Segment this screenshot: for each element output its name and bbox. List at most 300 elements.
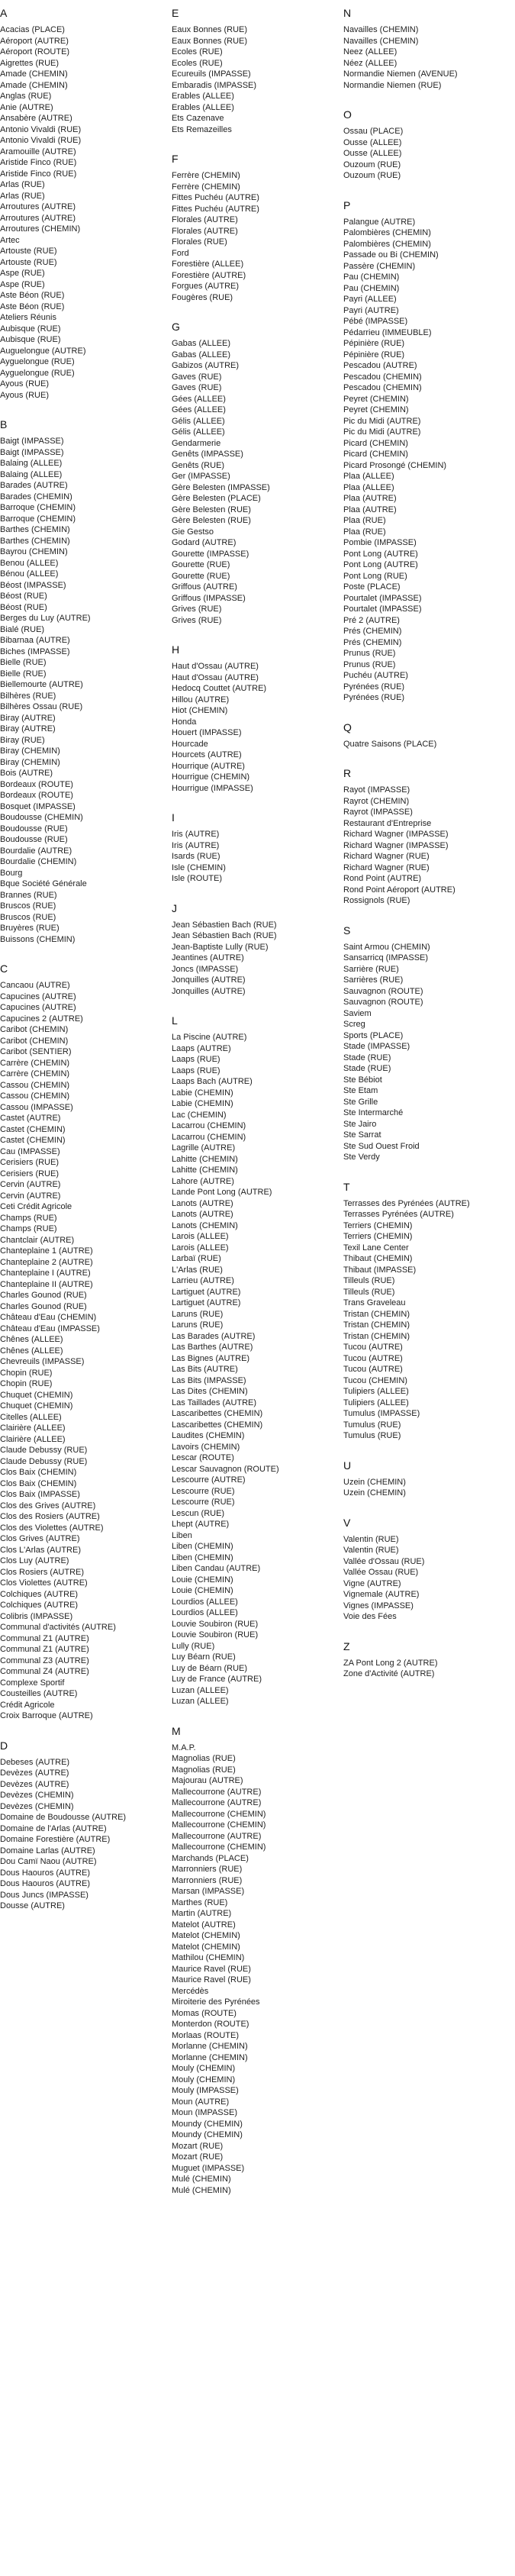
street-link[interactable]: Chopin (RUE) xyxy=(0,1379,53,1388)
street-link[interactable]: Chuquet (CHEMIN) xyxy=(0,1401,73,1411)
street-link[interactable]: Ecoles (RUE) xyxy=(172,58,223,68)
street-link[interactable]: Magnolias (RUE) xyxy=(172,1754,236,1763)
street-link[interactable]: Chênes (ALLEE) xyxy=(0,1346,63,1356)
street-link[interactable]: Communal Z3 (AUTRE) xyxy=(0,1656,89,1665)
street-link[interactable]: Picard (CHEMIN) xyxy=(343,450,408,459)
street-link[interactable]: Mathilou (CHEMIN) xyxy=(172,1953,245,1962)
street-link[interactable]: Mallecourrone (AUTRE) xyxy=(172,1787,262,1797)
street-link[interactable]: Arroutures (AUTRE) xyxy=(0,202,76,211)
street-link[interactable]: Plaa (RUE) xyxy=(343,527,386,537)
street-link[interactable]: Larois (ALLEE) xyxy=(172,1243,229,1253)
street-link[interactable]: Morlanne (CHEMIN) xyxy=(172,2052,248,2062)
street-link[interactable]: Cervin (AUTRE) xyxy=(0,1180,61,1189)
street-link[interactable]: Arlas (RUE) xyxy=(0,180,45,189)
street-link[interactable]: Lacarrou (CHEMIN) xyxy=(172,1132,246,1142)
street-link[interactable]: Terrasses des Pyrénées (AUTRE) xyxy=(343,1198,470,1208)
street-link[interactable]: Clos Rosiers (AUTRE) xyxy=(0,1567,85,1577)
street-link[interactable]: Biches (IMPASSE) xyxy=(0,646,70,656)
street-link[interactable]: Laudites (CHEMIN) xyxy=(172,1431,245,1440)
street-link[interactable]: Tumulus (IMPASSE) xyxy=(343,1409,420,1418)
street-link[interactable]: Tucou (AUTRE) xyxy=(343,1353,403,1363)
street-link[interactable]: Lagrille (AUTRE) xyxy=(172,1143,236,1153)
street-link[interactable]: Marronniers (RUE) xyxy=(172,1875,243,1885)
street-link[interactable]: Aste Béon (RUE) xyxy=(0,291,65,300)
street-link[interactable]: Liben Candau (AUTRE) xyxy=(172,1564,261,1573)
street-link[interactable]: Cassou (CHEMIN) xyxy=(0,1091,70,1101)
street-link[interactable]: Lescourre (AUTRE) xyxy=(172,1475,246,1485)
street-link[interactable]: Hillou (AUTRE) xyxy=(172,695,230,704)
street-link[interactable]: Buissons (CHEMIN) xyxy=(0,934,76,944)
street-link[interactable]: Picard Prosongé (CHEMIN) xyxy=(343,460,447,470)
street-link[interactable]: Hiot (CHEMIN) xyxy=(172,706,228,715)
street-link[interactable]: Rayrot (CHEMIN) xyxy=(343,796,410,806)
street-link[interactable]: Artouste (RUE) xyxy=(0,257,57,267)
street-link[interactable]: Pic du Midi (AUTRE) xyxy=(343,416,421,426)
street-link[interactable]: Clos L'Arlas (AUTRE) xyxy=(0,1545,82,1555)
street-link[interactable]: Tucou (AUTRE) xyxy=(343,1365,403,1374)
street-link[interactable]: Lascaribettes (CHEMIN) xyxy=(172,1420,263,1430)
street-link[interactable]: Bilhères (RUE) xyxy=(0,691,56,701)
street-link[interactable]: Brannes (RUE) xyxy=(0,890,57,900)
street-link[interactable]: Cerisiers (RUE) xyxy=(0,1169,59,1178)
street-link[interactable]: Ousse (ALLEE) xyxy=(343,149,402,158)
street-link[interactable]: Lescar (ROUTE) xyxy=(172,1453,234,1462)
street-link[interactable]: Aspe (RUE) xyxy=(0,269,45,278)
street-link[interactable]: Forgues (AUTRE) xyxy=(172,282,240,291)
street-link[interactable]: Lavoirs (CHEMIN) xyxy=(172,1442,240,1452)
street-link[interactable]: Iris (AUTRE) xyxy=(172,840,220,850)
street-link[interactable]: Domaine Larlas (AUTRE) xyxy=(0,1846,95,1855)
street-link[interactable]: Castet (CHEMIN) xyxy=(0,1136,66,1145)
street-link[interactable]: Tilleuls (RUE) xyxy=(343,1276,395,1285)
street-link[interactable]: Navailles (CHEMIN) xyxy=(343,36,419,46)
street-link[interactable]: Vallée d'Ossau (RUE) xyxy=(343,1556,425,1566)
street-link[interactable]: Prunus (RUE) xyxy=(343,659,396,669)
street-link[interactable]: Ateliers Réunis xyxy=(0,313,56,322)
street-link[interactable]: Béost (RUE) xyxy=(0,592,47,601)
street-link[interactable]: Ets Remazeilles xyxy=(172,124,232,134)
street-link[interactable]: Cancaou (AUTRE) xyxy=(0,981,70,990)
street-link[interactable]: Berges du Luy (AUTRE) xyxy=(0,614,91,623)
street-link[interactable]: Domaine Forestière (AUTRE) xyxy=(0,1835,111,1844)
street-link[interactable]: Laaps (RUE) xyxy=(172,1055,220,1064)
street-link[interactable]: Carrère (CHEMIN) xyxy=(0,1069,70,1078)
street-link[interactable]: Matelot (CHEMIN) xyxy=(172,1942,240,1952)
street-link[interactable]: Gélis (ALLEE) xyxy=(172,416,225,426)
street-link[interactable]: Plaa (AUTRE) xyxy=(343,494,397,503)
street-link[interactable]: Morlanne (CHEMIN) xyxy=(172,2042,248,2051)
street-link[interactable]: Rond Point Aéroport (AUTRE) xyxy=(343,885,455,895)
street-link[interactable]: Tilleuls (RUE) xyxy=(343,1287,395,1297)
street-link[interactable]: Marronniers (RUE) xyxy=(172,1865,243,1874)
street-link[interactable]: Pré 2 (AUTRE) xyxy=(343,615,400,625)
street-link[interactable]: Mouly (IMPASSE) xyxy=(172,2086,239,2095)
street-link[interactable]: Gère Belesten (RUE) xyxy=(172,516,251,525)
street-link[interactable]: Mozart (RUE) xyxy=(172,2141,224,2151)
street-link[interactable]: Prunus (RUE) xyxy=(343,649,396,658)
street-link[interactable]: Hourcade xyxy=(172,739,208,749)
street-link[interactable]: Arroutures (CHEMIN) xyxy=(0,224,81,234)
street-link[interactable]: Lourdios (ALLEE) xyxy=(172,1597,238,1607)
street-link[interactable]: Cassou (IMPASSE) xyxy=(0,1102,73,1112)
street-link[interactable]: Louie (CHEMIN) xyxy=(172,1575,233,1585)
street-link[interactable]: Aristide Finco (RUE) xyxy=(0,169,77,179)
street-link[interactable]: Larois (ALLEE) xyxy=(172,1232,229,1241)
street-link[interactable]: Plaa (ALLEE) xyxy=(343,472,394,481)
street-link[interactable]: Communal Z1 (AUTRE) xyxy=(0,1633,89,1643)
street-link[interactable]: Forestière (ALLEE) xyxy=(172,260,244,269)
street-link[interactable]: Ousse (ALLEE) xyxy=(343,137,402,147)
street-link[interactable]: Ste Intermarché xyxy=(343,1108,404,1117)
street-link[interactable]: Bordeaux (ROUTE) xyxy=(0,791,73,800)
street-link[interactable]: Lescourre (RUE) xyxy=(172,1486,235,1496)
street-link[interactable]: Jean-Baptiste Lully (RUE) xyxy=(172,942,269,952)
street-link[interactable]: Pescadou (AUTRE) xyxy=(343,361,417,370)
street-link[interactable]: Colchiques (AUTRE) xyxy=(0,1589,79,1599)
street-link[interactable]: Ansabère (AUTRE) xyxy=(0,114,72,123)
street-link[interactable]: Biray (RUE) xyxy=(0,735,45,745)
street-link[interactable]: Valentin (RUE) xyxy=(343,1534,399,1544)
street-link[interactable]: Mouly (CHEMIN) xyxy=(172,2075,236,2084)
street-link[interactable]: Charles Gounod (RUE) xyxy=(0,1291,87,1300)
street-link[interactable]: Voie des Fées xyxy=(343,1612,397,1621)
street-link[interactable]: Forestière (AUTRE) xyxy=(172,270,246,280)
street-link[interactable]: Chanteplaine 1 (AUTRE) xyxy=(0,1246,93,1256)
street-link[interactable]: Hourrigue (IMPASSE) xyxy=(172,783,253,793)
street-link[interactable]: Crédit Agricole xyxy=(0,1700,55,1710)
street-link[interactable]: Las Barthes (AUTRE) xyxy=(172,1343,253,1352)
street-link[interactable]: Ste Jairo xyxy=(343,1119,377,1129)
street-link[interactable]: Morlaas (ROUTE) xyxy=(172,2030,240,2040)
street-link[interactable]: Communal Z4 (AUTRE) xyxy=(0,1667,89,1676)
street-link[interactable]: Barroque (CHEMIN) xyxy=(0,514,76,524)
street-link[interactable]: Matelot (CHEMIN) xyxy=(172,1931,240,1940)
street-link[interactable]: Béost (RUE) xyxy=(0,602,47,612)
street-link[interactable]: Lartiguet (AUTRE) xyxy=(172,1287,241,1297)
street-link[interactable]: Arroutures (AUTRE) xyxy=(0,213,76,223)
street-link[interactable]: Matelot (AUTRE) xyxy=(172,1920,236,1930)
street-link[interactable]: Griffous (AUTRE) xyxy=(172,582,237,592)
street-link[interactable]: Chopin (RUE) xyxy=(0,1368,53,1378)
street-link[interactable]: Griffous (IMPASSE) xyxy=(172,593,246,603)
street-link[interactable]: Gabizos (AUTRE) xyxy=(172,361,240,370)
street-link[interactable]: Erables (ALLEE) xyxy=(172,92,234,101)
street-link[interactable]: Las Bits (IMPASSE) xyxy=(172,1375,246,1385)
street-link[interactable]: Pédarrieu (IMMEUBLE) xyxy=(343,327,432,337)
street-link[interactable]: Chanteplaine 2 (AUTRE) xyxy=(0,1257,93,1267)
street-link[interactable]: Majourau (AUTRE) xyxy=(172,1776,243,1785)
street-link[interactable]: Cau (IMPASSE) xyxy=(0,1146,60,1156)
street-link[interactable]: Champs (RUE) xyxy=(0,1213,57,1223)
street-link[interactable]: Pépinière (RUE) xyxy=(343,339,405,348)
street-link[interactable]: Biellemourte (AUTRE) xyxy=(0,680,83,689)
street-link[interactable]: Bialé (RUE) xyxy=(0,624,45,634)
street-link[interactable]: Bielle (RUE) xyxy=(0,658,47,667)
street-link[interactable]: Debeses (AUTRE) xyxy=(0,1757,70,1767)
street-link[interactable]: Aristide Finco (RUE) xyxy=(0,158,77,167)
street-link[interactable]: Cousteilles (AUTRE) xyxy=(0,1689,78,1698)
street-link[interactable]: Bruscos (RUE) xyxy=(0,901,56,911)
street-link[interactable]: Restaurant d'Entreprise xyxy=(343,818,432,828)
street-link[interactable]: Aubisque (RUE) xyxy=(0,335,61,344)
street-link[interactable]: Ayguelongue (RUE) xyxy=(0,368,75,378)
street-link[interactable]: Saint Armou (CHEMIN) xyxy=(343,942,430,952)
street-link[interactable]: Palombières (CHEMIN) xyxy=(343,239,431,249)
street-link[interactable]: Plaa (AUTRE) xyxy=(343,505,397,514)
street-link[interactable]: Mallecourrone (CHEMIN) xyxy=(172,1843,266,1852)
street-link[interactable]: Eaux Bonnes (RUE) xyxy=(172,36,248,46)
street-link[interactable]: Sansarricq (IMPASSE) xyxy=(343,953,429,962)
street-link[interactable]: Pont Long (AUTRE) xyxy=(343,549,418,559)
street-link[interactable]: Payri (ALLEE) xyxy=(343,295,397,304)
street-link[interactable]: Lescourre (RUE) xyxy=(172,1498,235,1507)
street-link[interactable]: Jonquilles (AUTRE) xyxy=(172,986,246,996)
street-link[interactable]: Gendarmerie xyxy=(172,438,221,448)
street-link[interactable]: Ste Sarrat xyxy=(343,1130,381,1140)
street-link[interactable]: Artec xyxy=(0,235,20,245)
street-link[interactable]: Las Bits (AUTRE) xyxy=(172,1365,238,1374)
street-link[interactable]: Richard Wagner (IMPASSE) xyxy=(343,840,449,850)
street-link[interactable]: Lartiguet (AUTRE) xyxy=(172,1298,241,1307)
street-link[interactable]: Aigrettes (RUE) xyxy=(0,58,60,68)
street-link[interactable]: Lac (CHEMIN) xyxy=(172,1110,227,1120)
street-link[interactable]: Hourrigue (CHEMIN) xyxy=(172,772,250,782)
street-link[interactable]: Normandie Niemen (AVENUE) xyxy=(343,69,458,79)
street-link[interactable]: Bordeaux (ROUTE) xyxy=(0,779,73,789)
street-link[interactable]: Citelles (ALLEE) xyxy=(0,1412,62,1422)
street-link[interactable]: Gère Belesten (PLACE) xyxy=(172,494,261,503)
street-link[interactable]: Godard (AUTRE) xyxy=(172,538,237,547)
street-link[interactable]: Ayguelongue (RUE) xyxy=(0,357,75,366)
street-link[interactable]: Ouzoum (RUE) xyxy=(343,160,401,169)
street-link[interactable]: Gie Gestso xyxy=(172,527,214,537)
street-link[interactable]: Balaing (ALLEE) xyxy=(0,459,63,468)
street-link[interactable]: ZA Pont Long 2 (AUTRE) xyxy=(343,1658,438,1668)
street-link[interactable]: Ossau (PLACE) xyxy=(343,127,404,136)
street-link[interactable]: Bois (AUTRE) xyxy=(0,769,53,778)
street-link[interactable]: Aéroport (ROUTE) xyxy=(0,47,70,56)
street-link[interactable]: Gélis (ALLEE) xyxy=(172,427,225,437)
street-link[interactable]: Bibarnaa (AUTRE) xyxy=(0,636,70,645)
street-link[interactable]: Pau (CHEMIN) xyxy=(343,272,400,282)
street-link[interactable]: Gourette (RUE) xyxy=(172,571,230,581)
street-link[interactable]: Labie (CHEMIN) xyxy=(172,1099,233,1108)
street-link[interactable]: Florales (AUTRE) xyxy=(172,226,238,236)
street-link[interactable]: Colchiques (AUTRE) xyxy=(0,1601,79,1610)
street-link[interactable]: Lully (RUE) xyxy=(172,1641,215,1651)
street-link[interactable]: Amade (CHEMIN) xyxy=(0,69,68,79)
street-link[interactable]: Gère Belesten (RUE) xyxy=(172,505,251,514)
street-link[interactable]: Rayrot (IMPASSE) xyxy=(343,808,413,817)
street-link[interactable]: Richard Wagner (IMPASSE) xyxy=(343,830,449,839)
street-link[interactable]: Hourrique (AUTRE) xyxy=(172,761,245,771)
street-link[interactable]: Bilhères Ossau (RUE) xyxy=(0,702,83,711)
street-link[interactable]: Mallecourrone (CHEMIN) xyxy=(172,1820,266,1830)
street-link[interactable]: Gées (ALLEE) xyxy=(172,405,226,414)
street-link[interactable]: Poste (PLACE) xyxy=(343,582,401,592)
street-link[interactable]: Zone d'Activité (AUTRE) xyxy=(343,1669,435,1678)
street-link[interactable]: La Piscine (AUTRE) xyxy=(172,1033,247,1042)
street-link[interactable]: Saviem xyxy=(343,1008,372,1018)
street-link[interactable]: Auguelongue (AUTRE) xyxy=(0,346,86,356)
street-link[interactable]: Lahitte (CHEMIN) xyxy=(172,1154,238,1164)
street-link[interactable]: Lescar Sauvagnon (ROUTE) xyxy=(172,1464,279,1474)
street-link[interactable]: Lahitte (CHEMIN) xyxy=(172,1165,238,1175)
street-link[interactable]: Bénou (ALLEE) xyxy=(0,569,59,579)
street-link[interactable]: Puchéu (AUTRE) xyxy=(343,671,408,680)
street-link[interactable]: Valentin (RUE) xyxy=(343,1546,399,1555)
street-link[interactable]: Clairière (ALLEE) xyxy=(0,1434,66,1444)
street-link[interactable]: Claude Debussy (RUE) xyxy=(0,1446,88,1455)
street-link[interactable]: Normandie Niemen (RUE) xyxy=(343,80,442,90)
street-link[interactable]: Screg xyxy=(343,1020,365,1029)
street-link[interactable]: Charles Gounod (RUE) xyxy=(0,1301,87,1311)
street-link[interactable]: Larbaï (RUE) xyxy=(172,1254,221,1263)
street-link[interactable]: Luy de Béarn (RUE) xyxy=(172,1663,248,1673)
street-link[interactable]: Tumulus (RUE) xyxy=(343,1420,401,1430)
street-link[interactable]: Biray (AUTRE) xyxy=(0,713,56,723)
street-link[interactable]: Rayot (IMPASSE) xyxy=(343,785,410,795)
street-link[interactable]: Bielle (RUE) xyxy=(0,669,47,679)
street-link[interactable]: Laruns (RUE) xyxy=(172,1320,224,1330)
street-link[interactable]: Marthes (RUE) xyxy=(172,1897,228,1907)
street-link[interactable]: Lande Pont Long (AUTRE) xyxy=(172,1188,272,1197)
street-link[interactable]: Joncs (IMPASSE) xyxy=(172,964,239,974)
street-link[interactable]: Hourcets (AUTRE) xyxy=(172,750,242,759)
street-link[interactable]: Castet (CHEMIN) xyxy=(0,1124,66,1134)
street-link[interactable]: Jean Sébastien Bach (RUE) xyxy=(172,920,277,930)
street-link[interactable]: Aubisque (RUE) xyxy=(0,324,61,334)
street-link[interactable]: Neez (ALLEE) xyxy=(343,47,398,56)
street-link[interactable]: Clos Baix (CHEMIN) xyxy=(0,1468,77,1477)
street-link[interactable]: Las Bignes (AUTRE) xyxy=(172,1353,250,1363)
street-link[interactable]: Boudousse (RUE) xyxy=(0,835,68,844)
street-link[interactable]: Ouzoum (RUE) xyxy=(343,171,401,180)
street-link[interactable]: Domaine de l'Arlas (AUTRE) xyxy=(0,1823,107,1833)
street-link[interactable]: Gées (ALLEE) xyxy=(172,394,226,404)
street-link[interactable]: Lacarrou (CHEMIN) xyxy=(172,1121,246,1130)
street-link[interactable]: Plaa (ALLEE) xyxy=(343,482,394,492)
street-link[interactable]: Bque Société Générale xyxy=(0,879,87,888)
street-link[interactable]: Stade (IMPASSE) xyxy=(343,1042,410,1051)
street-link[interactable]: Antonio Vivaldi (RUE) xyxy=(0,124,82,134)
street-link[interactable]: Laaps Bach (AUTRE) xyxy=(172,1077,253,1086)
street-link[interactable]: Maurice Ravel (RUE) xyxy=(172,1964,251,1974)
street-link[interactable]: Luzan (ALLEE) xyxy=(172,1685,229,1695)
street-link[interactable]: Biray (CHEMIN) xyxy=(0,757,60,767)
street-link[interactable]: Mallecourrone (CHEMIN) xyxy=(172,1809,266,1819)
street-link[interactable]: Lanots (CHEMIN) xyxy=(172,1220,238,1230)
street-link[interactable]: Uzein (CHEMIN) xyxy=(343,1488,406,1498)
street-link[interactable]: Clos Luy (AUTRE) xyxy=(0,1556,69,1565)
street-link[interactable]: Gabas (ALLEE) xyxy=(172,350,231,359)
street-link[interactable]: Louie (CHEMIN) xyxy=(172,1586,233,1595)
street-link[interactable]: Peyret (CHEMIN) xyxy=(343,405,409,414)
street-link[interactable]: Embaradis (IMPASSE) xyxy=(172,80,257,90)
street-link[interactable]: Ste Verdy xyxy=(343,1153,380,1162)
street-link[interactable]: Moun (AUTRE) xyxy=(172,2097,230,2107)
street-link[interactable]: Fougères (RUE) xyxy=(172,292,233,302)
street-link[interactable]: Biray (CHEMIN) xyxy=(0,746,60,756)
street-link[interactable]: Barades (AUTRE) xyxy=(0,481,68,490)
street-link[interactable]: Payri (AUTRE) xyxy=(343,305,399,315)
street-link[interactable]: Gourette (RUE) xyxy=(172,560,230,569)
street-link[interactable]: Las Taillades (AUTRE) xyxy=(172,1398,257,1407)
street-link[interactable]: Antonio Vivaldi (RUE) xyxy=(0,136,82,145)
street-link[interactable]: Lahore (AUTRE) xyxy=(172,1176,234,1186)
street-link[interactable]: Genêts (RUE) xyxy=(172,460,225,470)
street-link[interactable]: Lourdios (ALLEE) xyxy=(172,1608,238,1617)
street-link[interactable]: Plaa (RUE) xyxy=(343,516,386,525)
street-link[interactable]: Thibaut (CHEMIN) xyxy=(343,1254,413,1263)
street-link[interactable]: Momas (ROUTE) xyxy=(172,2008,237,2018)
street-link[interactable]: Croix Barroque (AUTRE) xyxy=(0,1711,93,1720)
street-link[interactable]: Bruscos (RUE) xyxy=(0,912,56,922)
street-link[interactable]: Mallecourrone (AUTRE) xyxy=(172,1831,262,1841)
street-link[interactable]: Barades (CHEMIN) xyxy=(0,492,72,501)
street-link[interactable]: Mulé (CHEMIN) xyxy=(172,2185,231,2195)
street-link[interactable]: Maurice Ravel (RUE) xyxy=(172,1975,251,1984)
street-link[interactable]: Ecoles (RUE) xyxy=(172,47,223,56)
street-link[interactable]: Béost (IMPASSE) xyxy=(0,580,66,590)
street-link[interactable]: Pyrénées (RUE) xyxy=(343,682,405,692)
street-link[interactable]: Larrieu (AUTRE) xyxy=(172,1276,234,1285)
street-link[interactable]: Vallée Ossau (RUE) xyxy=(343,1568,419,1577)
street-link[interactable]: Texil Lane Center xyxy=(343,1243,409,1253)
street-link[interactable]: Martin (AUTRE) xyxy=(172,1909,232,1918)
street-link[interactable]: Pescadou (CHEMIN) xyxy=(343,372,422,382)
street-link[interactable]: Capucines (AUTRE) xyxy=(0,991,76,1001)
street-link[interactable]: Ste Bébiot xyxy=(343,1075,382,1085)
street-link[interactable]: Carrère (CHEMIN) xyxy=(0,1058,70,1068)
street-link[interactable]: Marchands (PLACE) xyxy=(172,1853,249,1863)
street-link[interactable]: Sauvagnon (ROUTE) xyxy=(343,998,423,1007)
street-link[interactable]: Dousse (AUTRE) xyxy=(0,1901,65,1910)
street-link[interactable]: Ceti Crédit Agricole xyxy=(0,1202,72,1211)
street-link[interactable]: Chevreuils (IMPASSE) xyxy=(0,1357,85,1366)
street-link[interactable]: Pic du Midi (AUTRE) xyxy=(343,427,421,437)
street-link[interactable]: Mulé (CHEMIN) xyxy=(172,2175,231,2184)
street-link[interactable]: Barthes (CHEMIN) xyxy=(0,525,70,534)
street-link[interactable]: Clairière (ALLEE) xyxy=(0,1423,66,1433)
street-link[interactable]: Mercédès xyxy=(172,1986,209,1996)
street-link[interactable]: Champs (RUE) xyxy=(0,1224,57,1233)
street-link[interactable]: Château d'Eau (CHEMIN) xyxy=(0,1313,97,1322)
street-link[interactable]: Haut d'Ossau (AUTRE) xyxy=(172,672,259,682)
street-link[interactable]: Aspe (RUE) xyxy=(0,279,45,289)
street-link[interactable]: Rond Point (AUTRE) xyxy=(343,874,422,883)
street-link[interactable]: Pont Long (RUE) xyxy=(343,571,407,581)
street-link[interactable]: Baigt (IMPASSE) xyxy=(0,447,64,457)
street-link[interactable]: Ste Etam xyxy=(343,1086,378,1095)
street-link[interactable]: Tulipiers (ALLEE) xyxy=(343,1387,409,1396)
street-link[interactable]: Clos Baix (IMPASSE) xyxy=(0,1490,80,1499)
street-link[interactable]: Richard Wagner (RUE) xyxy=(343,862,430,872)
street-link[interactable]: Capucines 2 (AUTRE) xyxy=(0,1014,83,1024)
street-link[interactable]: Caribot (CHEMIN) xyxy=(0,1036,69,1046)
street-link[interactable]: Baigt (IMPASSE) xyxy=(0,437,64,446)
street-link[interactable]: Terriers (CHEMIN) xyxy=(343,1232,413,1241)
street-link[interactable]: Ayous (RUE) xyxy=(0,390,49,400)
street-link[interactable]: Passère (CHEMIN) xyxy=(343,261,416,271)
street-link[interactable]: Bruyères (RUE) xyxy=(0,924,60,933)
street-link[interactable]: Vignes (IMPASSE) xyxy=(343,1601,414,1610)
street-link[interactable]: Bosquet (IMPASSE) xyxy=(0,801,76,811)
street-link[interactable]: Devèzes (AUTRE) xyxy=(0,1779,69,1789)
street-link[interactable]: Florales (AUTRE) xyxy=(172,215,238,224)
street-link[interactable]: Gaves (RUE) xyxy=(172,383,222,392)
street-link[interactable]: Vigne (AUTRE) xyxy=(343,1578,401,1588)
